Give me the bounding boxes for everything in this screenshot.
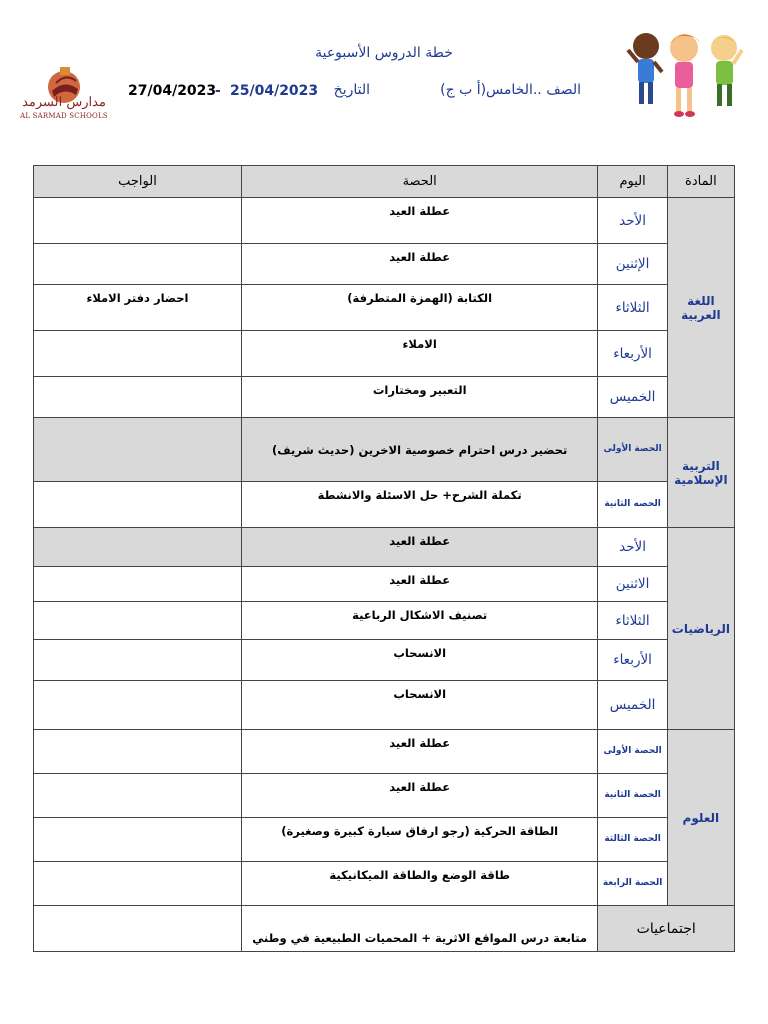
- homework-cell: [34, 482, 242, 528]
- lesson-cell: الاملاء: [241, 331, 598, 377]
- homework-cell: [34, 567, 242, 602]
- homework-cell: [34, 602, 242, 640]
- homework-cell: [34, 198, 242, 244]
- homework-cell: [34, 862, 242, 906]
- day-cell: الأربعاء: [598, 640, 667, 681]
- homework-cell: [34, 906, 242, 952]
- lesson-cell: عطلة العيد: [241, 198, 598, 244]
- lesson-cell: عطلة العيد: [241, 528, 598, 567]
- lesson-cell: عطلة العيد: [241, 774, 598, 818]
- subject-islamic: التربية الإسلامية: [667, 418, 734, 528]
- homework-cell: [34, 681, 242, 730]
- period-cell: الحصة الثالثة: [598, 818, 667, 862]
- lesson-cell: التعبير ومختارات: [241, 377, 598, 418]
- lesson-cell: طاقة الوضع والطاقة الميكانيكية: [241, 862, 598, 906]
- homework-cell: [34, 418, 242, 482]
- day-cell: الأحد: [598, 198, 667, 244]
- day-cell: الخميس: [598, 377, 667, 418]
- table-row: [34, 528, 735, 567]
- table-row: [34, 285, 735, 331]
- table-row: [34, 418, 735, 482]
- table-row: [34, 640, 735, 681]
- lesson-cell: الطاقة الحركية (رجو ارفاق سيارة كبيرة وصغيرة): [241, 818, 598, 862]
- homework-cell: [34, 774, 242, 818]
- period-cell: الحصة الأولى: [598, 418, 667, 482]
- period-cell: الحصة الأولى: [598, 730, 667, 774]
- table-row: [34, 331, 735, 377]
- table-header-row: [34, 166, 735, 198]
- period-cell: الحصة الرابعة: [598, 862, 667, 906]
- page-title: خطة الدروس الأسبوعية: [315, 45, 453, 61]
- table-row: [34, 818, 735, 862]
- lesson-cell: عطلة العيد: [241, 244, 598, 285]
- table-row: [34, 198, 735, 244]
- header-subject: المادة: [667, 166, 734, 198]
- homework-cell: [34, 640, 242, 681]
- table-row: [34, 602, 735, 640]
- subject-arabic: اللغة العربية: [667, 198, 734, 418]
- date-separator: -: [215, 83, 221, 99]
- lesson-cell: متابعة درس المواقع الاثرية + المحميات الطبيعية في وطني: [241, 906, 598, 952]
- logo-english-text: AL SARMAD SCHOOLS: [20, 112, 108, 120]
- table-row: [34, 482, 735, 528]
- day-cell: الأحد: [598, 528, 667, 567]
- table-row: [34, 906, 735, 952]
- homework-cell: [34, 818, 242, 862]
- homework-cell: احضار دفتر الاملاء: [34, 285, 242, 331]
- header-lesson: الحصة: [241, 166, 598, 198]
- date-from: 25/04/2023: [230, 83, 319, 99]
- date-to: 27/04/2023: [128, 83, 217, 99]
- homework-cell: [34, 730, 242, 774]
- period-cell: الحصة الثانية: [598, 774, 667, 818]
- day-cell: الإثنين: [598, 244, 667, 285]
- grade-label: الصف ..الخامس(أ ب ج): [440, 82, 581, 98]
- logo-arabic-text: مدارس السرمد: [22, 95, 106, 110]
- table-row: [34, 377, 735, 418]
- homework-cell: [34, 377, 242, 418]
- subject-social: اجتماعيات: [598, 906, 735, 952]
- lesson-cell: الكتابة (الهمزة المتطرفة): [241, 285, 598, 331]
- table-row: [34, 567, 735, 602]
- day-cell: الأربعاء: [598, 331, 667, 377]
- subject-math: الرياضيات: [667, 528, 734, 730]
- lesson-cell: الانسحاب: [241, 640, 598, 681]
- table-row: [34, 681, 735, 730]
- period-cell: الحصه الثانية: [598, 482, 667, 528]
- lesson-cell: تصنيف الاشكال الرباعية: [241, 602, 598, 640]
- date-label: التاريخ: [333, 82, 370, 98]
- homework-cell: [34, 244, 242, 285]
- homework-cell: [34, 528, 242, 567]
- table-row: [34, 774, 735, 818]
- kids-illustration-icon: [624, 26, 746, 122]
- day-cell: الثلاثاء: [598, 602, 667, 640]
- table-row: [34, 244, 735, 285]
- lesson-cell: تكملة الشرح+ حل الاسئلة والانشطة: [241, 482, 598, 528]
- homework-cell: [34, 331, 242, 377]
- table-row: [34, 862, 735, 906]
- subject-science: العلوم: [667, 730, 734, 906]
- table-row: [34, 730, 735, 774]
- lesson-cell: تحضير درس احترام خصوصية الاخرين (حديث شريف): [241, 418, 598, 482]
- lesson-cell: عطلة العيد: [241, 567, 598, 602]
- header-homework: الواجب: [34, 166, 242, 198]
- header-day: اليوم: [598, 166, 667, 198]
- day-cell: الاثنين: [598, 567, 667, 602]
- weekly-plan-table: [33, 165, 735, 952]
- lesson-cell: الانسحاب: [241, 681, 598, 730]
- day-cell: الثلاثاء: [598, 285, 667, 331]
- day-cell: الخميس: [598, 681, 667, 730]
- lesson-cell: عطلة العيد: [241, 730, 598, 774]
